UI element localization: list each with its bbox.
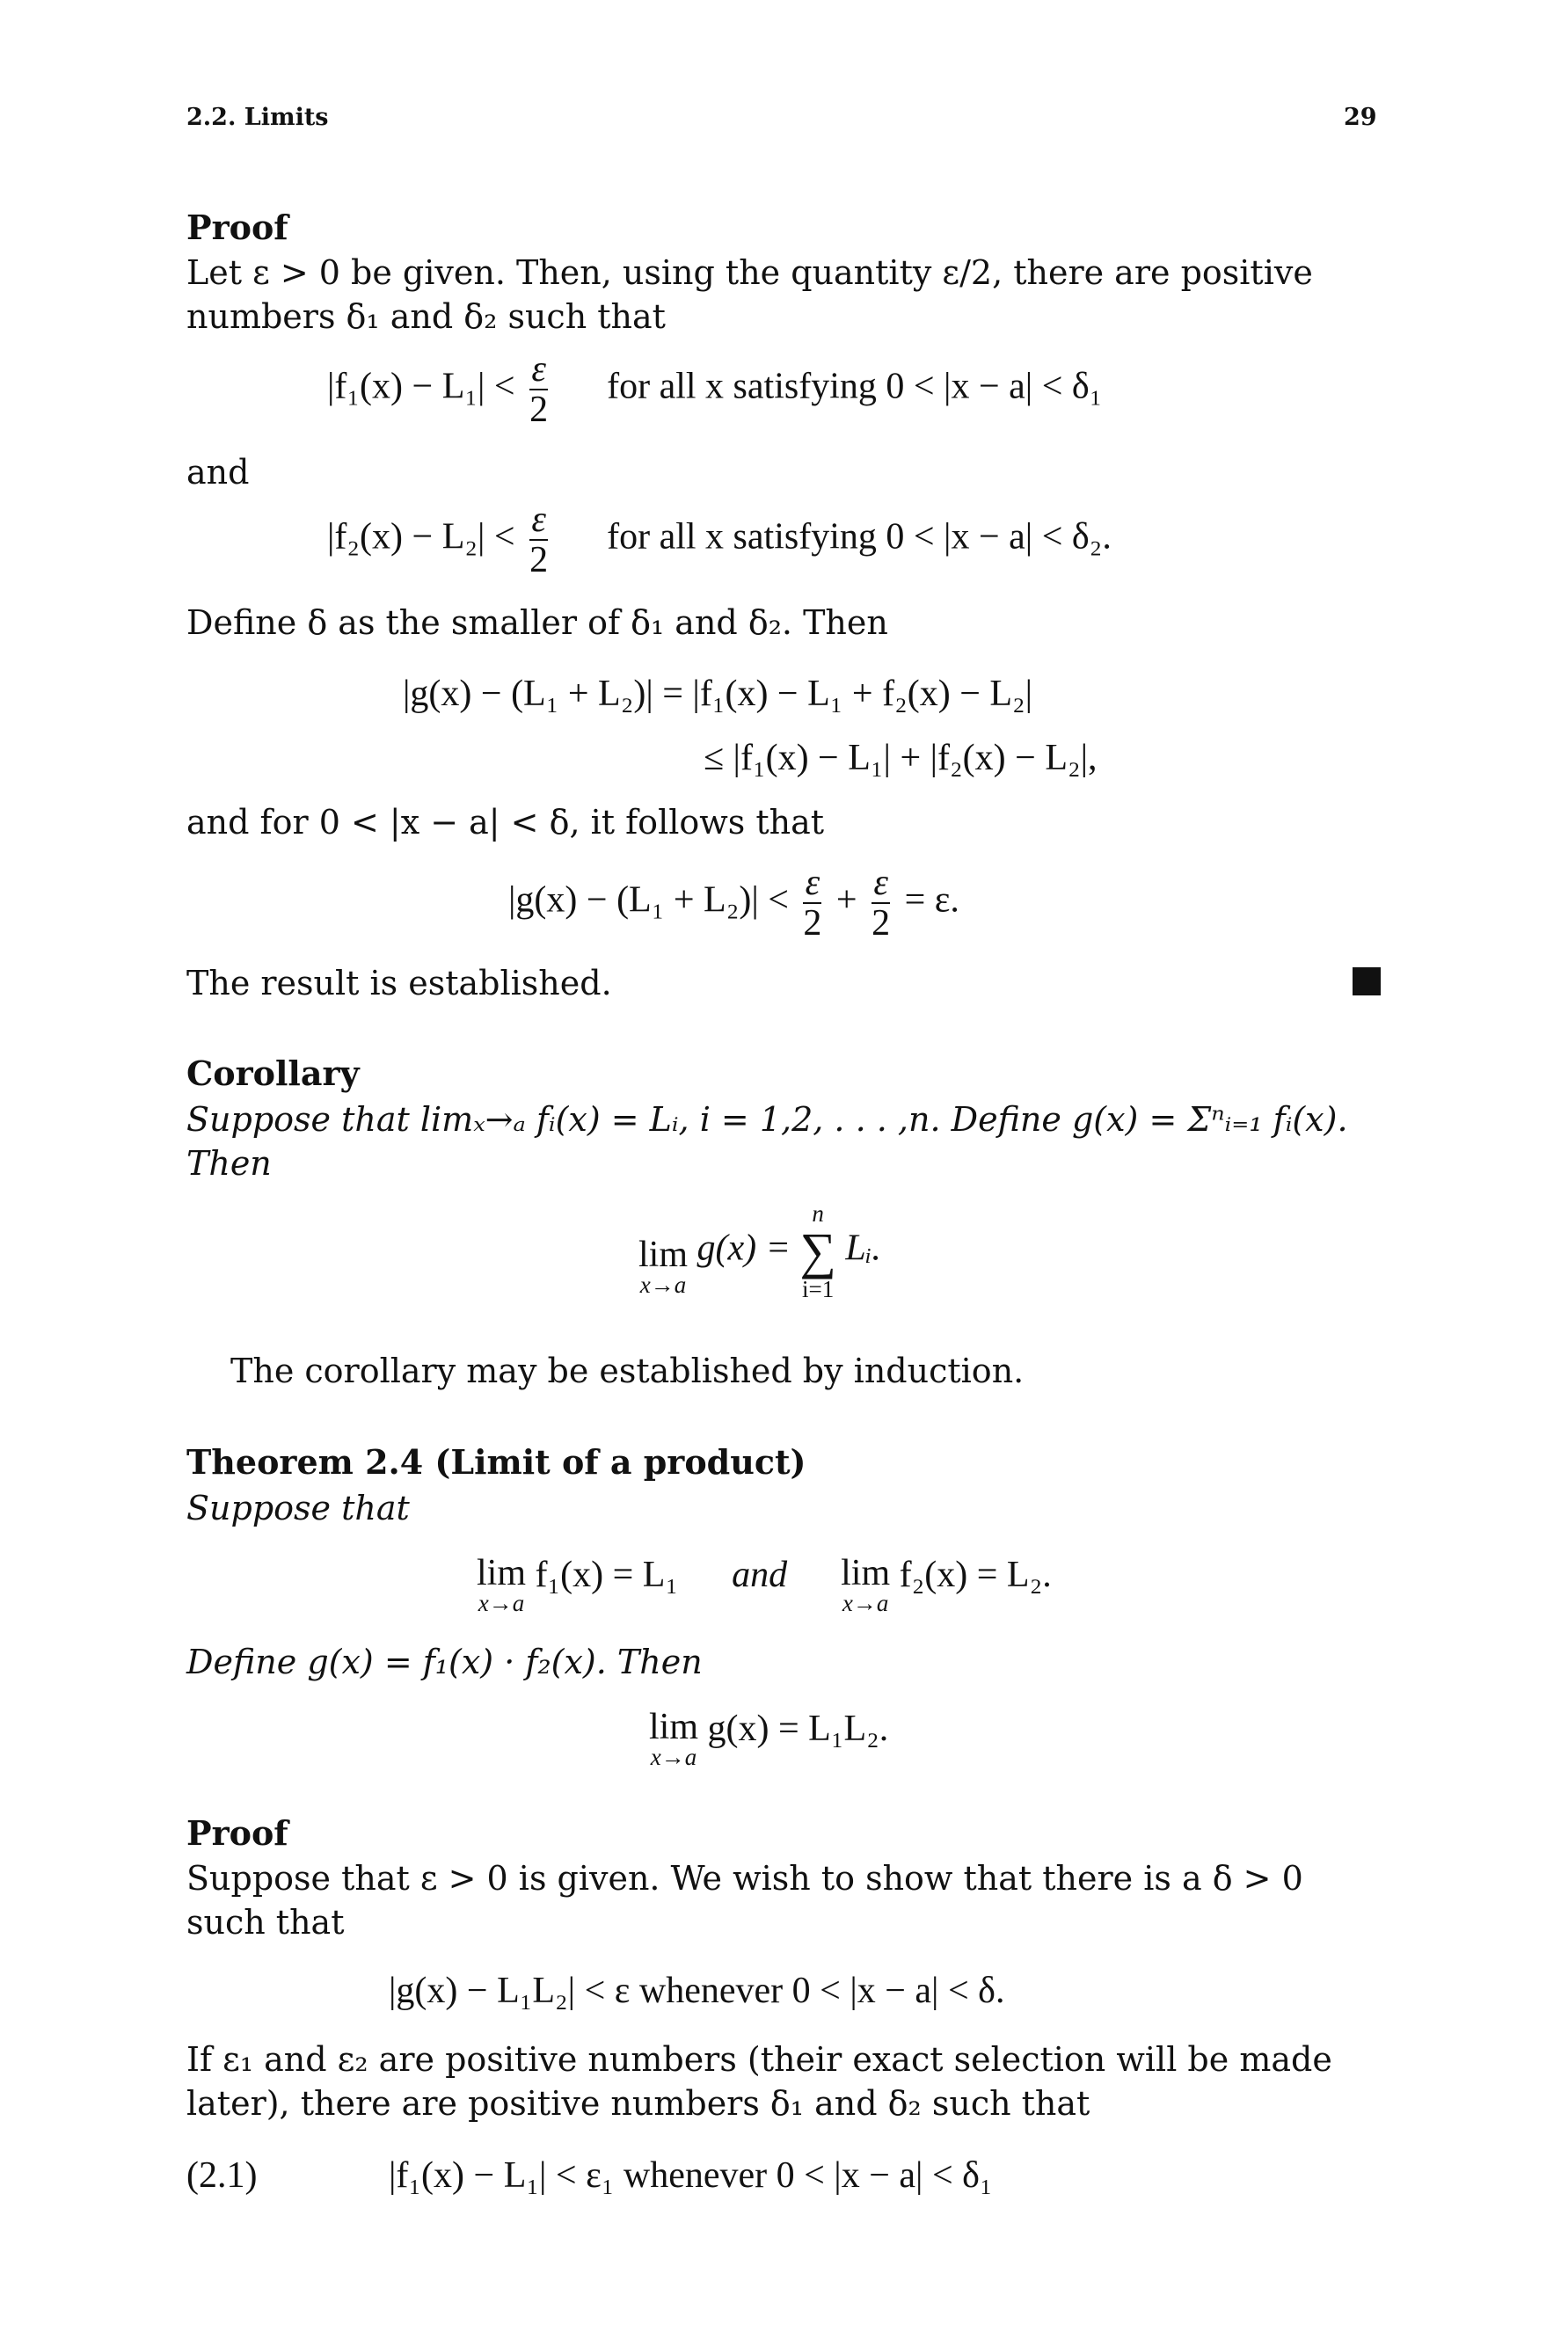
equation-goal: |g(x) − L₁L₂| < ε whenever 0 < |x − a| < δ. — [389, 1971, 1005, 2011]
equation-f2-bound — [327, 499, 1112, 580]
proof-conclusion: The result is established. — [186, 964, 612, 1002]
fraction-eps-over-2: $\frac{\varepsilon}{2}$ — [529, 499, 549, 580]
theorem-heading: Theorem 2.4 (Limit of a product) — [186, 1442, 806, 1482]
equation-sum-line2: ≤ |f₁(x) − L₁| + |f₂(x) − L₂|, — [704, 738, 1098, 778]
and-connector: and — [186, 453, 250, 492]
corollary-heading: Corollary — [186, 1053, 360, 1093]
summation-sign: n ∑ i=1 — [799, 1200, 836, 1302]
equation-limit-sum: lim x→a g(x) = n ∑ i=1 Lᵢ. — [638, 1200, 881, 1302]
equation-eps-sum: |g(x) − (L₁ + L₂)| < $\frac{\varepsilon}{2}$ + $\frac{\varepsilon}{2}$ = ε. — [508, 863, 959, 944]
fraction-eps-over-2: $\frac{\varepsilon}{2}$ — [529, 349, 549, 430]
qed-square-icon — [1353, 967, 1381, 995]
corollary-remark: The corollary may be established by induction. — [230, 1352, 1025, 1390]
eq-rhs: for all x satisfying 0 < |x − a| < δ₁ — [607, 366, 1103, 407]
equation-two-limits: lim x→a f₁(x) = L₁ and lim x→a f₂(x) = L₂. — [477, 1553, 1052, 1616]
proof-intro: Let ε > 0 be given. Then, using the quantity ε/2, there are positive numbers δ₁ and δ₂ such that — [186, 253, 1313, 336]
corollary-statement: Suppose that limₓ→ₐ fᵢ(x) = Lᵢ, i = 1,2, . . . ,n. Define g(x) = Σⁿᵢ₌₁ fᵢ(x). — [186, 1100, 1348, 1139]
limit-operator: lim x→a — [649, 1707, 699, 1770]
fraction-eps-over-2: $\frac{\varepsilon}{2}$ — [803, 863, 822, 944]
equation-f1-bound — [327, 349, 1103, 430]
eq-rhs: for all x satisfying 0 < |x − a| < δ₂. — [607, 516, 1112, 558]
equation-2-1: |f₁(x) − L₁| < ε₁ whenever 0 < |x − a| < δ₁ — [389, 2155, 993, 2196]
page-number: 29 — [1344, 104, 1377, 131]
theorem-suppose: Suppose that — [186, 1489, 410, 1527]
running-header-section: 2.2. Limits — [186, 104, 329, 131]
equation-product-limit: lim x→a g(x) = L₁L₂. — [649, 1707, 889, 1770]
limit-operator: lim x→a — [477, 1553, 527, 1616]
corollary-then: Then — [186, 1144, 272, 1183]
proof-heading: Proof — [186, 208, 288, 247]
eq-lhs: |f₁(x) − L₁| < — [327, 366, 515, 407]
limit-operator: lim x→a — [638, 1235, 689, 1298]
fraction-eps-over-2: $\frac{\varepsilon}{2}$ — [872, 863, 891, 944]
eq-lhs: |f₂(x) − L₂| < — [327, 516, 515, 558]
proof-paragraph: If ε₁ and ε₂ are positive numbers (their exact selection will be made later), there are positive numbers δ₁ and δ₂ such that — [186, 2040, 1332, 2123]
equation-number: (2.1) — [186, 2155, 258, 2196]
eq-lhs: |g(x) − (L₁ + L₂)| < — [508, 879, 789, 921]
limit-operator: lim x→a — [841, 1553, 891, 1616]
follows-text: and for 0 < |x − a| < δ, it follows that — [186, 803, 825, 842]
proof-intro: Suppose that ε > 0 is given. We wish to show that there is a δ > 0 such that — [186, 1859, 1303, 1942]
define-delta: Define δ as the smaller of δ₁ and δ₂. Then — [186, 603, 888, 642]
theorem-define: Define g(x) = f₁(x) · f₂(x). Then — [186, 1643, 703, 1681]
proof-heading: Proof — [186, 1813, 288, 1853]
equation-sum-line1: |g(x) − (L₁ + L₂)| = |f₁(x) − L₁ + f₂(x) − L₂| — [403, 674, 1033, 714]
